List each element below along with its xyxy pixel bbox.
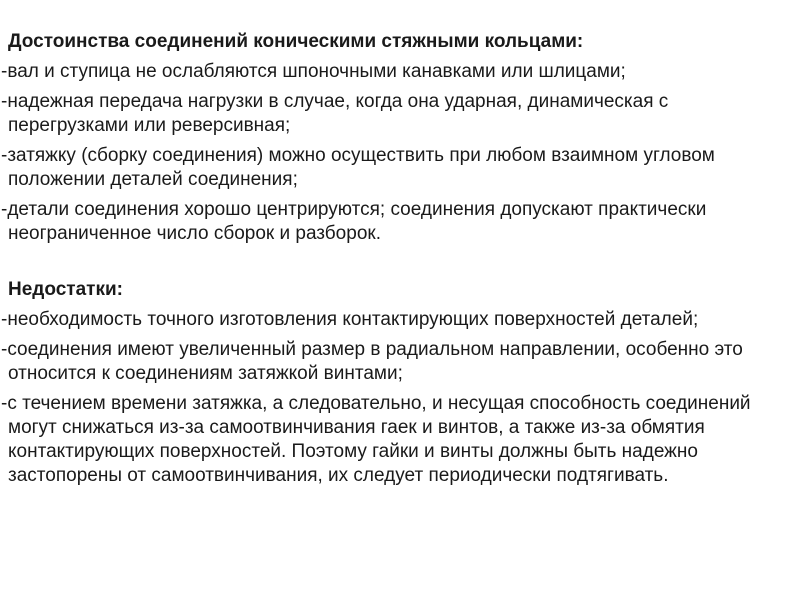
advantages-heading: Достоинства соединений коническими стяжными кольцами: — [8, 31, 584, 52]
disadvantages-section — [0, 278, 790, 494]
advantage-item: -затяжку (сборку соединения) можно осуществить при любом взаимном угловом положении деталей соединения; — [1, 145, 715, 190]
advantage-item: -вал и ступица не ослабляются шпоночными канавками или шлицами; — [1, 61, 626, 82]
disadvantage-item: -необходимость точного изготовления контактирующих поверхностей деталей; — [1, 309, 699, 330]
disadvantages-heading: Недостатки: — [8, 279, 123, 300]
advantages-section — [0, 30, 790, 252]
disadvantage-item: -с течением времени затяжка, а следовательно, и несущая способность соединений могут снижаться из-за самоотвинчивания гаек и винтов, а также из-за обмятия контактирующих поверхностей. Поэтому гайки и винты должны быть надежно застопорены от самоотвинчивания, их следует периодически подтягивать. — [1, 393, 751, 486]
disadvantage-item: -соединения имеют увеличенный размер в радиальном направлении, особенно это относится к соединениям затяжкой винтами; — [1, 339, 743, 384]
advantage-item: -детали соединения хорошо центрируются; соединения допускают практически неограниченное число сборок и разборок. — [1, 199, 707, 244]
advantage-item: -надежная передача нагрузки в случае, когда она ударная, динамическая с перегрузками или реверсивная; — [1, 91, 669, 136]
